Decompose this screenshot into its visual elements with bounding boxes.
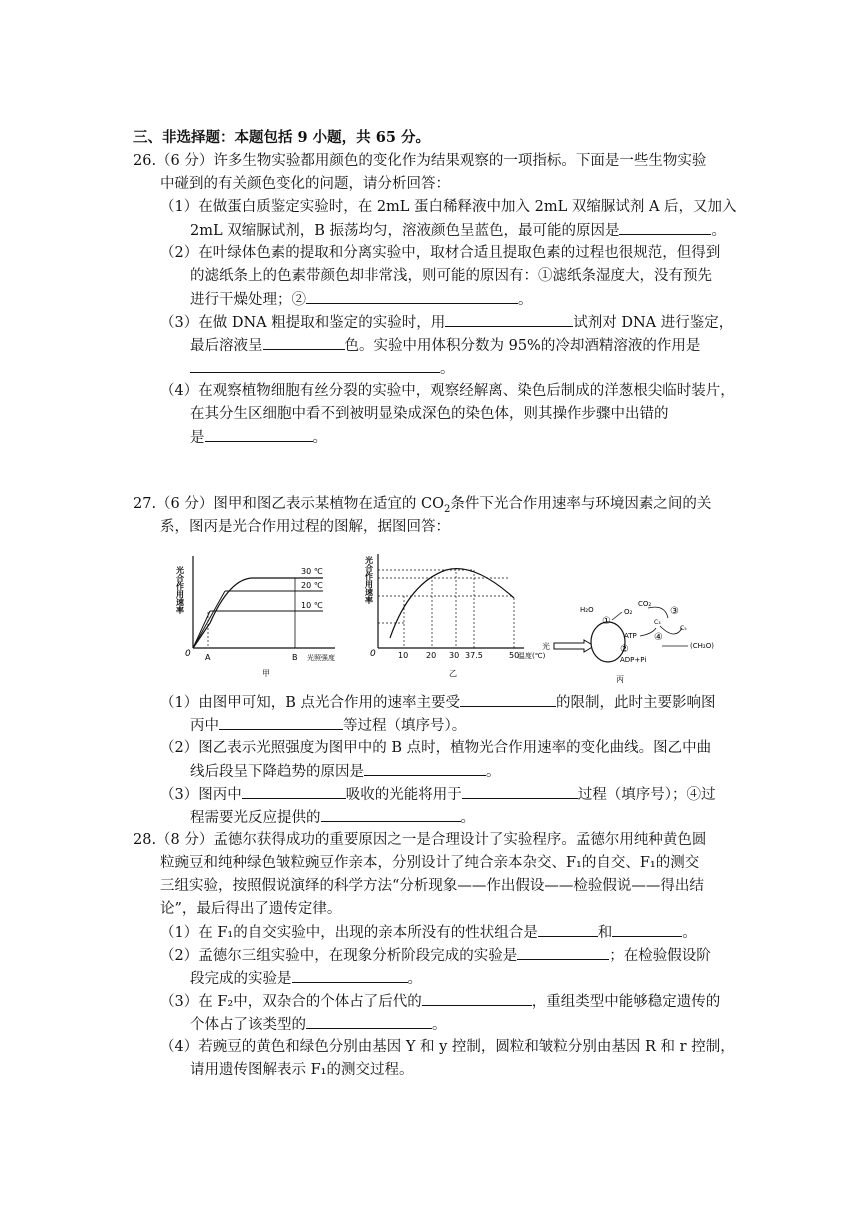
section-title: 三、非选择题：本题包括 9 小题，共 65 分。 [133,129,430,146]
bing-co2: CO₂ [638,600,652,608]
q28-stem-line2: 粒豌豆和纯种绿色皱粒豌豆作亲本，分别设计了纯合亲本杂交、F₁的自交、F₁的测交 [160,855,700,871]
jia-label-10c: 10 ℃ [301,601,323,610]
q26-part2-line1: （2）在叶绿体色素的提取和分离实验中，取材合适且提取色素的过程也很规范，但得到 [160,245,721,261]
q26-part3-line3: 。 [190,358,455,379]
answer-blank[interactable] [619,220,711,235]
q27-part2-line2: 线后段呈下降趋势的原因是 。 [190,761,501,782]
answer-blank[interactable] [517,945,609,960]
jia-ylabel: 光合作用速率 [175,566,185,614]
q28-part3-line2: 个体占了该类型的 。 [190,1014,447,1035]
q28-part4-line2: 请用遗传图解表示 F₁的测交过程。 [190,1062,414,1078]
figure-jia-light-intensity-graph [175,548,345,680]
q28-part2-line2: 段完成的实验是 。 [190,968,422,989]
jia-label-30c: 30 ℃ [301,567,323,576]
q26-part2-line3: 进行干燥处理；② 。 [190,289,533,310]
answer-blank[interactable] [306,289,518,304]
yi-caption: 乙 [449,669,457,678]
bing-caption: 丙 [616,675,624,684]
q28-part3-line1: （3）在 F₂中，双杂合的个体占了后代的 ，重组类型中能够稳定遗传的 [160,991,720,1012]
answer-blank[interactable] [292,968,408,983]
bing-ch2o: (CH₂O) [690,642,714,650]
q28-part2-line1: （2）孟德尔三组实验中，在现象分析阶段完成的实验是 ；在检验假设阶 [160,945,711,966]
answer-blank[interactable] [364,761,486,776]
bing-c3: C₃ [654,619,661,626]
yi-xlabel: 温度(℃) [518,652,546,660]
answer-blank[interactable] [445,312,573,327]
q26-stem-line2: 中碰到的有关颜色变化的问题，请分析回答： [160,176,450,192]
answer-blank[interactable] [242,784,346,799]
answer-blank[interactable] [612,922,682,937]
jia-xlabel: 光照强度 [307,654,335,662]
answer-blank[interactable] [538,922,598,937]
yi-tick-20: 20 [426,651,437,660]
bing-step4: ④ [654,632,663,643]
figure-yi-temperature-graph [364,548,546,680]
q26-part1-line2: 2mL 双缩脲试剂，B 振荡均匀，溶液颜色呈蓝色，最可能的原因是 。 [190,220,726,241]
answer-blank[interactable] [306,1014,432,1029]
answer-blank[interactable] [422,991,532,1006]
jia-caption: 甲 [262,669,270,678]
answer-blank[interactable] [190,358,440,373]
q28-part4-line1: （4）若豌豆的黄色和绿色分别由基因 Y 和 y 控制，圆粒和皱粒分别由基因 R 和 r 控制， [160,1039,735,1055]
q28-stem-line1: 28.（8 分）孟德尔获得成功的重要原因之一是合理设计了实验程序。孟德尔用纯种黄色圆 [133,832,707,848]
bing-step3: ③ [670,606,679,617]
q26-part3-line1: （3）在做 DNA 粗提取和鉴定的实验时，用 试剂对 DNA 进行鉴定， [160,312,733,333]
answer-blank[interactable] [205,427,313,442]
q26-part4-line2: 在其分生区细胞中看不到被明显染成深色的染色体，则其操作步骤中出错的 [190,406,669,422]
bing-adp-pi: ADP+Pi [620,656,647,664]
answer-blank[interactable] [460,692,556,707]
q27-part3-line1: （3）图丙中 吸收的光能将用于 过程（填序号）；④过 [160,784,715,805]
bing-c5: C₅ [680,625,687,632]
jia-label-20c: 20 ℃ [301,581,323,590]
q26-part4-line3: 是 。 [190,427,327,448]
yi-ylabel: 光合作用速率 [364,556,374,604]
q27-part3-line2: 程需要光反应提供的 。 [190,807,475,828]
q28-stem-line4: 论”，最后得出了遗传定律。 [160,901,342,917]
answer-blank[interactable] [263,335,345,350]
figure-bing-photosynthesis-diagram [540,586,725,686]
jia-point-b: B [292,653,298,662]
yi-tick-10: 10 [398,651,409,660]
yi-origin: 0 [370,649,376,659]
jia-origin: 0 [185,649,191,659]
q28-part1-line1: （1）在 F₁的自交实验中，出现的亲本所没有的性状组合是 和 。 [160,922,697,943]
jia-point-a: A [205,653,211,662]
yi-tick-50: 50 [509,651,520,660]
q26-part2-line2: 的滤纸条上的色素带颜色却非常浅，则可能的原因有：①滤纸条湿度大，没有预先 [190,268,712,284]
q28-stem-line3: 三组实验，按照假说演绎的科学方法“分析现象——作出假设——检验假说——得出结 [160,878,704,894]
q26-part3-line2: 最后溶液呈 色。实验中用体积分数为 95%的冷却酒精溶液的作用是 [190,335,700,356]
bing-h2o: H₂O [580,606,594,614]
q26-stem-line1: 26.（6 分）许多生物实验都用颜色的变化作为结果观察的一项指标。下面是一些生物实验 [133,153,707,169]
q27-part1-line1: （1）由图甲可知，B 点光合作用的速率主要受 的限制，此时主要影响图 [160,692,716,713]
yi-tick-37-5: 37.5 [465,651,483,660]
yi-tick-30: 30 [449,651,460,660]
q26-part4-line1: （4）在观察植物细胞有丝分裂的实验中，观察经解离、染色后制成的洋葱根尖临时装片， [160,383,735,399]
q27-part2-line1: （2）图乙表示光照强度为图甲中的 B 点时，植物光合作用速率的变化曲线。图乙中曲 [160,740,712,756]
answer-blank[interactable] [219,715,343,730]
q26-part1-line1: （1）在做蛋白质鉴定实验时，在 2mL 蛋白稀释液中加入 2mL 双缩脲试剂 A 后，又加入 [160,199,737,215]
q27-part1-line2: 丙中 等过程（填序号）。 [190,715,466,736]
bing-step2: ② [620,644,629,655]
bing-step1: ① [602,616,611,627]
q27-stem-line2: 系，图丙是光合作用过程的图解，据图回答： [160,519,450,535]
answer-blank[interactable] [321,807,461,822]
bing-o2: O₂ [624,608,633,616]
bing-light-label: 光 [542,642,550,651]
bing-atp: ATP [624,632,637,640]
q27-stem-line1: 27.（6 分）图甲和图乙表示某植物在适宜的 $CO_2$条件下光合作用速率与环境因素之间的关 [133,496,712,515]
answer-blank[interactable] [462,784,578,799]
